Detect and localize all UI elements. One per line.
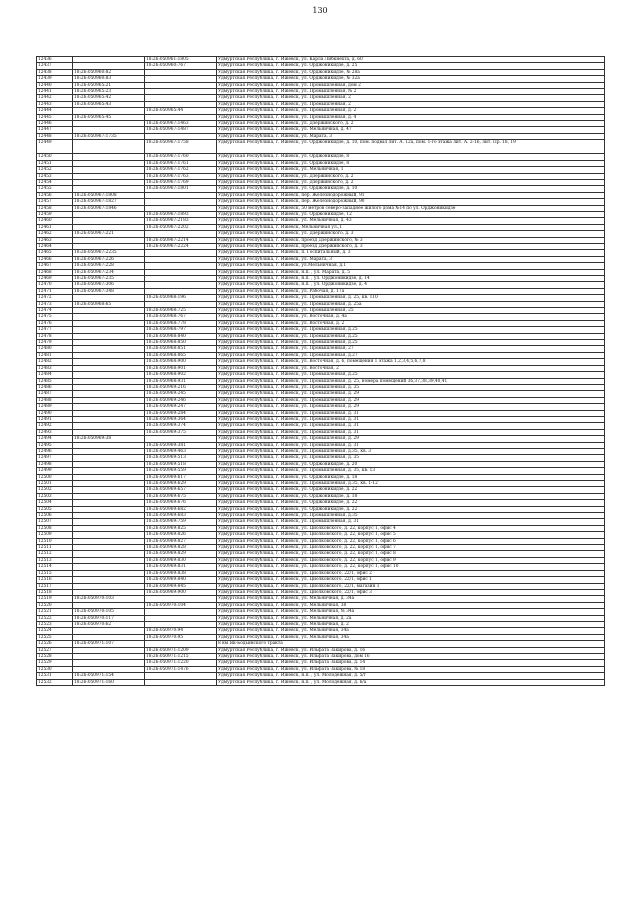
- cadastral-number-cell: 18:26:050970:95: [145, 634, 217, 640]
- address-cell: Удмуртская Республика, г. Ижевск, ул. Промышленная, д. 25, кв. 110: [217, 295, 605, 301]
- address-cell: Удмуртская Республика, г. Ижевск, ул. Промышленная, д. 4: [217, 114, 605, 120]
- table-row: [37, 679, 605, 685]
- row-number-cell: 12514: [37, 564, 73, 570]
- cadastral-number-cell: 18:26:050965:42: [73, 95, 145, 101]
- address-cell: Удмуртская Республика, г. Ижевск, ул. Промышленная, д. 29: [217, 391, 605, 397]
- row-number-cell: 12513: [37, 557, 73, 563]
- row-number-cell: 12498: [37, 461, 73, 467]
- address-cell: Удмуртская Республика, г. Ижевск, ул. Орджоникидзе, д. 22: [217, 500, 605, 506]
- address-cell: Удмуртская Республика, г. Ижевск, ул. Мельничная, д. 2а: [217, 615, 605, 621]
- cadastral-number-cell: 18:26:050968:797: [145, 327, 217, 333]
- cadastral-number-cell: 18:26:050969:518: [145, 461, 217, 467]
- address-cell: Удмуртская Республика, г. Ижевск, ул. Промышленная, д. 29: [217, 436, 605, 442]
- address-cell: Удмуртская Республика, г. Ижевск, ул. Промышленная, д. 31: [217, 429, 605, 435]
- cadastral-number-cell: 18:26:050970:105: [73, 609, 145, 615]
- cadastral-number-cell: 18:26:050969:831: [145, 564, 217, 570]
- address-cell: Удмуртская Республика, г. Ижевск, ул. Ильфата Закирова, д. 16: [217, 647, 605, 653]
- cadastral-number-cell: 18:26:050970:62: [73, 621, 145, 627]
- cadastral-number-cell: 18:26:050968:901: [145, 365, 217, 371]
- address-cell: Удмуртская Республика, г. Ижевск, п. Госпитальный, д. 3: [217, 250, 605, 256]
- cadastral-number-cell: 18:26:050968:725: [145, 308, 217, 314]
- cadastral-number-cell: 18:26:050968:902: [145, 372, 217, 378]
- address-cell: Удмуртская Республика, г. Ижевск, ул. Ильфата Закирова, № 18: [217, 666, 605, 672]
- row-number-cell: 12521: [37, 609, 73, 615]
- address-cell: Удмуртская Республика, г. Ижевск, 50 метров северо-западнее жилого дома №14 по ул. Орджоникидзе: [217, 205, 605, 211]
- address-cell: Удмуртская Республика, г. Ижевск, ул. Дзержинского, д. 3: [217, 231, 605, 237]
- address-cell: Удмуртская Республика, г. Ижевск, ул. Дзержинского, д. 2: [217, 121, 605, 127]
- address-cell: Удмуртская Республика, г. Ижевск, ул. Марата, 3: [217, 133, 605, 139]
- row-number-cell: 12530: [37, 666, 73, 672]
- address-cell: Удмуртская Республика, г. Ижевск, ул. Мельничная, д. 34а: [217, 596, 605, 602]
- cadastral-number-cell: 18:26:050965:45: [73, 114, 145, 120]
- registry-table: [36, 56, 605, 686]
- address-cell: Удмуртская Республика, г. Ижевск, ул. Мельничная, д. 2: [217, 621, 605, 627]
- address-cell: Удмуртская Республика, г. Ижевск, ул. Орджоникидзе, д. 25: [217, 63, 605, 69]
- cadastral-number-cell: 18:26:050967:1769: [145, 179, 217, 185]
- address-cell: Удмуртская Республика, г. Ижевск, ул. Дзержинского, д. 2: [217, 173, 605, 179]
- row-number-cell: 12446: [37, 121, 73, 127]
- cadastral-number-cell: 18:26:050965:44: [145, 108, 217, 114]
- cadastral-number-cell: 18:26:050967:2202: [145, 224, 217, 230]
- address-cell: Удмуртская Республика, г. Ижевск, ул. Промышленная, 25: [217, 308, 605, 314]
- row-number-cell: 12485: [37, 378, 73, 384]
- cadastral-number-cell: 18:26:050969:216: [145, 384, 217, 390]
- row-number-cell: 12479: [37, 340, 73, 346]
- address-cell: Удмуртская Республика, г. Ижевск, ул. Мельничная, 1: [217, 167, 605, 173]
- cadastral-number-cell: 18:26:050967:1762: [145, 167, 217, 173]
- address-cell: Удмуртская Республика, г. Ижевск, ул. Промышленная, д.35: [217, 513, 605, 519]
- cadastral-number-cell: 18:26:050969:828: [145, 545, 217, 551]
- row-number-cell: 12497: [37, 455, 73, 461]
- address-cell: Удмуртская Республика, г. Ижевск, ул. Орджоникидзе, 8: [217, 160, 605, 166]
- cadastral-number-cell: 18:26:050969:675: [145, 493, 217, 499]
- cadastral-number-cell: 18:26:050969:364: [145, 416, 217, 422]
- address-cell: Удмуртская Республика, г. Ижевск, ул. Циолковского, 22/1, офис 1: [217, 577, 605, 583]
- row-number-cell: 12442: [37, 95, 73, 101]
- row-number-cell: 12457: [37, 199, 73, 205]
- cadastral-number-cell: 18:26:050967:348: [73, 288, 145, 294]
- cadastral-number-cell: 18:26:050967:234: [73, 269, 145, 275]
- cadastral-number-cell: 18:26:050971:107: [73, 641, 145, 647]
- address-cell: Удмуртская Республика, г. Ижевск, ул. Промышленная, д. 35: [217, 384, 605, 390]
- row-number-cell: 12495: [37, 442, 73, 448]
- address-cell: Удмуртская Республика, г. Ижевск, ул. Марата, 3: [217, 256, 605, 262]
- row-number-cell: 12519: [37, 596, 73, 602]
- address-cell: Удмуртская Республика, г. Ижевск, ул. Промышленная, д. 31: [217, 416, 605, 422]
- row-number-cell: 12458: [37, 205, 73, 211]
- row-number-cell: 12470: [37, 282, 73, 288]
- row-number-cell: 12502: [37, 487, 73, 493]
- row-number-cell: 12463: [37, 237, 73, 243]
- row-number-cell: 12466: [37, 256, 73, 262]
- cadastral-number-cell: 18:26:050969:629: [145, 481, 217, 487]
- row-number-cell: 12455: [37, 186, 73, 192]
- address-cell: Удмуртская Республика, г. Ижевск, проезд Дзержинского, № 3: [217, 237, 605, 243]
- cadastral-number-cell: 18:26:050967:1760: [145, 154, 217, 160]
- address-cell: Удмуртская Республика, г. Ижевск, ул. Мельничная, 38: [217, 602, 605, 608]
- address-cell: Удмуртская Республика, г. Ижевск, н.п. , ул. Молодежная, д. 6/а: [217, 679, 605, 685]
- row-number-cell: 12528: [37, 653, 73, 659]
- address-cell: Удмуртская Республика, г. Ижевск, ул. Промышленная, д. 31: [217, 519, 605, 525]
- cadastral-number-cell: 18:26:050969:617: [145, 474, 217, 480]
- address-cell: Удмуртская Республика, г. Ижевск, ул. Восточная, 2: [217, 365, 605, 371]
- row-number-cell: 12438: [37, 69, 73, 75]
- cadastral-number-cell: 18:26:050969:829: [145, 551, 217, 557]
- cadastral-number-cell: 18:26:050969:826: [145, 532, 217, 538]
- row-number-cell: 12516: [37, 577, 73, 583]
- address-cell: Удмуртская Республика, г. Ижевск, ул. Промышленная, д. 2: [217, 108, 605, 114]
- row-number-cell: 12522: [37, 615, 73, 621]
- row-number-cell: 12447: [37, 127, 73, 133]
- address-cell: Удмуртская Республика, г. Ижевск, ул. Циолковского, д. 22, корпус 1, офис 8: [217, 551, 605, 557]
- address-cell: Удмуртская Республика, г. Ижевск, ул. Промышленная, д. 29: [217, 397, 605, 403]
- row-number-cell: 12477: [37, 327, 73, 333]
- cadastral-number-cell: 18:26:050969:683: [145, 513, 217, 519]
- cadastral-number-cell: 18:26:050969:838: [145, 570, 217, 576]
- cadastral-number-cell: 18:26:050968:65: [73, 301, 145, 307]
- row-number-cell: 12456: [37, 192, 73, 198]
- cadastral-number-cell: 18:26:050967:1808: [73, 192, 145, 198]
- row-number-cell: 12492: [37, 423, 73, 429]
- cadastral-number-cell: 18:26:050969:247: [145, 404, 217, 410]
- address-cell: Удмуртская Республика, г. Ижевск, ул. Мельничная, 34а: [217, 628, 605, 634]
- row-number-cell: 12503: [37, 493, 73, 499]
- cadastral-number-cell: 18:26:050969:682: [145, 506, 217, 512]
- cadastral-number-cell: 18:26:050967:1827: [73, 199, 145, 205]
- cadastral-number-cell: 18:26:050969:759: [145, 519, 217, 525]
- cadastral-number-cell: 18:26:050968:767: [145, 314, 217, 320]
- row-number-cell: 12483: [37, 365, 73, 371]
- address-cell: Удмуртская Республика, г. Ижевск, ул. Промышленная, д.25: [217, 340, 605, 346]
- address-cell: Удмуртская Республика, г. Ижевск, ул. Промышленная, д. 31: [217, 423, 605, 429]
- row-number-cell: 12531: [37, 673, 73, 679]
- row-number-cell: 12474: [37, 308, 73, 314]
- row-number-cell: 12482: [37, 359, 73, 365]
- address-cell: Удмуртская Республика, г. Ижевск, ул. Орджоникидзе, д. 22: [217, 506, 605, 512]
- cadastral-number-cell: 18:26:050967:1763: [145, 173, 217, 179]
- cadastral-number-cell: 18:26:050968:900: [145, 359, 217, 365]
- address-cell: Удмуртская Республика, г. Ижевск, ул. Промышленная, д. 35, кв. 13: [217, 468, 605, 474]
- address-cell: Удмуртская Республика, г. Ижевск, ул. Мельничная, д. 47: [217, 127, 605, 133]
- cadastral-number-cell: 18:26:050967:1893: [145, 211, 217, 217]
- row-number-cell: 12445: [37, 114, 73, 120]
- cadastral-number-cell: 18:26:050967:226: [73, 256, 145, 262]
- cadastral-number-cell: 18:26:050967:1801: [145, 186, 217, 192]
- row-number-cell: 12506: [37, 513, 73, 519]
- address-cell: Удмуртская Республика, г. Ижевск, ул. Промышленная, дом 2: [217, 82, 605, 88]
- row-number-cell: 12449: [37, 140, 73, 154]
- cadastral-number-cell: 18:26:050969:38: [73, 436, 145, 442]
- registry-body: [37, 57, 605, 686]
- row-number-cell: 12511: [37, 545, 73, 551]
- address-cell: Удмуртская Республика, г. Ижевск, ул. Промышленная, д. 35: [217, 455, 605, 461]
- row-number-cell: 12517: [37, 583, 73, 589]
- address-cell: Удмуртская Республика, г. Ижевск, ул. Циолковского, 22/1, офис 3: [217, 589, 605, 595]
- row-number-cell: 12505: [37, 506, 73, 512]
- cadastral-number-cell: 18:26:050967:1487: [145, 127, 217, 133]
- row-number-cell: 12518: [37, 589, 73, 595]
- page-number: 130: [312, 6, 328, 15]
- row-number-cell: 12532: [37, 679, 73, 685]
- row-number-cell: 12472: [37, 295, 73, 301]
- row-number-cell: 12486: [37, 384, 73, 390]
- address-cell: Удмуртская Республика, г. Ижевск, ул. Орджоникидзе, д. 20: [217, 461, 605, 467]
- address-cell: Удмуртская Республика, г. Ижевск, ул. Циолковского, д. 22, корпус 1, офис 7: [217, 545, 605, 551]
- cadastral-number-cell: 18:26:050967:1758: [145, 140, 217, 154]
- row-number-cell: 12524: [37, 628, 73, 634]
- row-number-cell: 12523: [37, 621, 73, 627]
- cadastral-number-cell: [73, 140, 145, 154]
- address-cell: Удмуртская Республика, г. Ижевск, ул. Промышленная, д.27: [217, 352, 605, 358]
- cadastral-number-cell: 18:26:050967:2214: [145, 237, 217, 243]
- row-number-cell: 12496: [37, 448, 73, 454]
- row-number-cell: 12525: [37, 634, 73, 640]
- cadastral-number-cell: 18:26:050967:1463: [145, 121, 217, 127]
- cadastral-number-cell: 18:26:050969:827: [145, 538, 217, 544]
- cadastral-number-cell: 18:26:050967:1761: [145, 160, 217, 166]
- row-number-cell: 12476: [37, 320, 73, 326]
- address-cell: Удмуртская Республика, г. Ижевск, ул. Циолковского, д. 22, корпус 1, офис 4: [217, 525, 605, 531]
- table-row: [37, 140, 605, 154]
- row-number-cell: 12448: [37, 133, 73, 139]
- row-number-cell: 12443: [37, 101, 73, 107]
- cadastral-number-cell: 18:26:050969:284: [145, 410, 217, 416]
- address-cell: Удмуртская Республика, г. Ижевск, ул. Циолковского, д. 22, корпус 1, офис 5: [217, 532, 605, 538]
- row-number-cell: 12489: [37, 404, 73, 410]
- row-number-cell: 12491: [37, 416, 73, 422]
- cadastral-number-cell: 18:26:050969:825: [145, 525, 217, 531]
- address-cell: Удмуртская Республика, г. Ижевск, ул. Мельничная, № 34а: [217, 609, 605, 615]
- cadastral-number-cell: 18:26:050969:463: [145, 448, 217, 454]
- row-number-cell: 12487: [37, 391, 73, 397]
- row-number-cell: 12480: [37, 346, 73, 352]
- row-number-cell: 12499: [37, 468, 73, 474]
- address-cell: Удмуртская Республика, г. Ижевск, ул. Ильфата Закирова, д. 14: [217, 660, 605, 666]
- address-cell: Удмуртская Республика, г. Ижевск, ул. Промышленная, д.35, кв. 1-12: [217, 481, 605, 487]
- row-number-cell: 12464: [37, 243, 73, 249]
- address-cell: Удмуртская Республика, г. Ижевск, ул. Промышленная, 2: [217, 95, 605, 101]
- address-cell: Удмуртская Республика, г. Ижевск, Мельничная ул.,1: [217, 224, 605, 230]
- address-cell: Удмуртская Республика, г. Ижевск, ул. Восточная, д. 4а: [217, 314, 605, 320]
- cadastral-number-cell: 18:26:050967:306: [73, 282, 145, 288]
- row-number-cell: 12475: [37, 314, 73, 320]
- row-number-cell: 12465: [37, 250, 73, 256]
- cadastral-number-cell: 18:26:050969:513: [145, 455, 217, 461]
- address-cell: Удмуртская Республика, г. Ижевск, ул. Ильфата Закирова, дом 16: [217, 653, 605, 659]
- cadastral-number-cell: 18:26:050971:154: [73, 673, 145, 679]
- row-number-cell: 12453: [37, 173, 73, 179]
- cadastral-number-cell: 18:26:050967:1735: [73, 133, 145, 139]
- cadastral-number-cell: 18:26:050969:845: [145, 583, 217, 589]
- address-cell: Удмуртская Республика, г. Ижевск, ул.Мельничная, д.1: [217, 263, 605, 269]
- cadastral-number-cell: 18:26:050968:840: [145, 333, 217, 339]
- address-cell: Удмуртская Республика, г. Ижевск, ул. Дзержинского, д. 2: [217, 179, 605, 185]
- address-cell: Удмуртская Республика, г. Ижевск, ул. Промышленная, д.35, кв. 3: [217, 448, 605, 454]
- row-number-cell: 12529: [37, 660, 73, 666]
- cadastral-number-cell: 18:26:050968:778: [145, 320, 217, 326]
- row-number-cell: 12437: [37, 63, 73, 69]
- row-number-cell: 12441: [37, 89, 73, 95]
- cadastral-number-cell: 18:26:050971:1209: [145, 647, 217, 653]
- cadastral-number-cell: 18:26:050967:221: [73, 231, 145, 237]
- address-cell: Удмуртская Республика, г. Ижевск, ул. Орджоникидзе, д. 18: [217, 474, 605, 480]
- address-cell: Удмуртская Республика, г. Ижевск, проезд Дзержинского, д. 3: [217, 243, 605, 249]
- row-number-cell: 12471: [37, 288, 73, 294]
- row-number-cell: 12488: [37, 397, 73, 403]
- cadastral-number-cell: 18:26:050969:840: [145, 577, 217, 583]
- cadastral-number-cell: 18:26:050971:160: [73, 679, 145, 685]
- address-cell: Удмуртская Республика, г. Ижевск, ул. Циолковского, 22/1, магазин 1: [217, 583, 605, 589]
- address-cell: Удмуртская Республика, г. Ижевск, н.п. , ул. Орджоникидзе, д. 4: [217, 282, 605, 288]
- row-number-cell: 12526: [37, 641, 73, 647]
- address-cell: Удмуртская Республика, г. Ижевск, ул. Промышленная, д. 25а: [217, 301, 605, 307]
- row-number-cell: 12460: [37, 218, 73, 224]
- row-number-cell: 12473: [37, 301, 73, 307]
- address-cell: Удмуртская Республика, г. Ижевск, ул. Орджоникидзе, 8: [217, 154, 605, 160]
- cadastral-number-cell: 18:26:050968:196: [145, 295, 217, 301]
- row-number-cell: 12451: [37, 160, 73, 166]
- cadastral-number-cell: 18:26:050970:103: [73, 596, 145, 602]
- cadastral-number-cell: 18:26:050969:381: [145, 442, 217, 448]
- row-number-cell: 12467: [37, 263, 73, 269]
- row-number-cell: 12504: [37, 500, 73, 506]
- cadastral-number-cell: 18:26:050970:104: [145, 602, 217, 608]
- row-number-cell: 12459: [37, 211, 73, 217]
- cadastral-number-cell: 18:26:050970:94: [145, 628, 217, 634]
- row-number-cell: 12527: [37, 647, 73, 653]
- cadastral-number-cell: 18:26:050967:2235: [73, 250, 145, 256]
- row-number-cell: 12494: [37, 436, 73, 442]
- address-cell: Удмуртская Республика, г. Ижевск, ул. Циолковского, д. 22, корпус 1, офис 9: [217, 557, 605, 563]
- address-cell: Удмуртская Республика, г. Ижевск, н.п. , ул. Орджоникидзе, д. 14: [217, 276, 605, 282]
- address-cell: Удмуртская Республика, г. Ижевск, н.п. , ул. Марата, д. 5: [217, 269, 605, 275]
- row-number-cell: 12515: [37, 570, 73, 576]
- cadastral-number-cell: 18:26:050965:43: [73, 101, 145, 107]
- cadastral-number-cell: 18:26:050960:82: [73, 69, 145, 75]
- cadastral-number-cell: 18:26:050967:235: [73, 276, 145, 282]
- row-number-cell: 12439: [37, 76, 73, 82]
- address-cell: Удмуртская Республика, г. Ижевск, пер. Железнодорожный, 90: [217, 199, 605, 205]
- cadastral-number-cell: 18:26:050965:21: [73, 82, 145, 88]
- cadastral-number-cell: 18:26:050969:375: [145, 429, 217, 435]
- cadastral-number-cell: 18:26:050967:2183: [145, 218, 217, 224]
- row-number-cell: 12501: [37, 481, 73, 487]
- cadastral-number-cell: 18:26:050969:246: [145, 397, 217, 403]
- address-cell: Удмуртская Республика, г. Ижевск, ул. Промышленная, д. 31: [217, 442, 605, 448]
- address-cell: Удмуртская Республика, г. Ижевск, ул. Орджоникидзе, д. 10, пом. подвал лит. А. 12а, пом. 1-го этажа лит. А. 2-16, лит. Пр. 18, 19: [217, 140, 605, 154]
- row-number-cell: 12462: [37, 231, 73, 237]
- address-cell: Удмуртская Республика, г. Ижевск, пер. Железнодорожный, 91: [217, 192, 605, 198]
- row-number-cell: 12444: [37, 108, 73, 114]
- address-cell: Удмуртская Республика, г. Ижевск, ул. Промышленная, д. 25, номера помещений 36,37,38,39,40,41: [217, 378, 605, 384]
- row-number-cell: 12468: [37, 269, 73, 275]
- address-cell: Удмуртская Республика, г. Ижевск, ул. Циолковского, д. 22, корпус 1, офис 10: [217, 564, 605, 570]
- row-number-cell: 12484: [37, 372, 73, 378]
- cadastral-number-cell: 18:26:050969:676: [145, 500, 217, 506]
- row-number-cell: 12461: [37, 224, 73, 230]
- address-cell: Удмуртская Республика, г. Ижевск, ул. Орджоникидзе, № 28а: [217, 69, 605, 75]
- row-number-cell: 12493: [37, 429, 73, 435]
- row-number-cell: 12450: [37, 154, 73, 160]
- address-cell: Удмуртская Республика, г. Ижевск, ул. Циолковского, 22/1, офис 2: [217, 570, 605, 576]
- address-cell: Удмуртская Республика, г. Ижевск, ул. Орджоникидзе, д. 22: [217, 487, 605, 493]
- cadastral-number-cell: 18:26:050969:830: [145, 557, 217, 563]
- cadastral-number-cell: 18:26:050968:850: [145, 340, 217, 346]
- address-cell: Удмуртская Республика, г. Ижевск, ул. Промышленная, 27: [217, 346, 605, 352]
- row-number-cell: 12500: [37, 474, 73, 480]
- cadastral-number-cell: 18:26:050965:23: [73, 89, 145, 95]
- address-cell: Удмуртская Республика, г. Ижевск, ул. Промышленная, д. 29: [217, 404, 605, 410]
- cadastral-number-cell: 18:26:050967:2224: [145, 243, 217, 249]
- address-cell: Удмуртская Республика, г. Ижевск, ул. Промышленная, 2: [217, 101, 605, 107]
- cadastral-number-cell: 18:26:050969:374: [145, 423, 217, 429]
- row-number-cell: 12510: [37, 538, 73, 544]
- address-cell: Удмуртская Республика, г. Ижевск, ул. Рабочая, д. 17а: [217, 288, 605, 294]
- cadastral-number-cell: 18:26:050967:1846: [73, 205, 145, 211]
- cadastral-number-cell: 18:26:050968:931: [145, 378, 217, 384]
- cadastral-number-cell: 18:26:050960:83: [73, 76, 145, 82]
- row-number-cell: 12507: [37, 519, 73, 525]
- row-number-cell: 12481: [37, 352, 73, 358]
- address-cell: Удмуртская Республика, г. Ижевск, ул. Орджоникидзе, № 32а: [217, 76, 605, 82]
- address-cell: Удмуртская Республика, г. Ижевск, ул. Орджоникидзе, д. 18: [217, 493, 605, 499]
- cadastral-number-cell: 18:26:050968:851: [145, 346, 217, 352]
- row-number-cell: 12440: [37, 82, 73, 88]
- row-number-cell: 12509: [37, 532, 73, 538]
- row-number-cell: 12469: [37, 276, 73, 282]
- address-cell: Удмуртская Республика, г. Ижевск, ул. Мельничная, 34а: [217, 634, 605, 640]
- row-number-cell: 12490: [37, 410, 73, 416]
- cadastral-number-cell: 18:26:050967:228: [73, 263, 145, 269]
- cadastral-number-cell: 18:26:050970:117: [73, 615, 145, 621]
- address-cell: Удмуртская Республика, г. Ижевск, ул. Промышленная, д.25: [217, 372, 605, 378]
- cadastral-number-cell: 18:26:050969:657: [145, 487, 217, 493]
- address-cell: Удмуртская Республика, г. Ижевск, ул. Карла Либкнехта, д. 60: [217, 57, 605, 63]
- cadastral-number-cell: 18:26:050971:1476: [145, 666, 217, 672]
- address-cell: Удмуртская Республика, г. Ижевск, ул. Восточная, д. 2: [217, 320, 605, 326]
- address-cell: Удмуртская Республика, г. Ижевск, н.п. , ул. Молодежная, д. 5/г: [217, 673, 605, 679]
- row-number-cell: 12512: [37, 551, 73, 557]
- cadastral-number-cell: 18:26:050969:900: [145, 589, 217, 595]
- address-cell: Удмуртская Республика, г. Ижевск, ул. Промышленная, д.25: [217, 333, 605, 339]
- row-number-cell: 12508: [37, 525, 73, 531]
- address-cell: Удмуртская Республика, г. Ижевск, ул. Промышленная, № 2: [217, 89, 605, 95]
- cadastral-number-cell: 18:26:050971:1220: [145, 660, 217, 666]
- row-number-cell: 12520: [37, 602, 73, 608]
- row-number-cell: 12478: [37, 333, 73, 339]
- row-number-cell: 12436: [37, 57, 73, 63]
- cadastral-number-cell: 18:26:050969:559: [145, 468, 217, 474]
- address-cell: Удмуртская Республика, г. Ижевск, ул. Орджоникидзе, д. 10: [217, 186, 605, 192]
- address-cell: Удмуртская Республика, г. Ижевск, ул. Восточная, д. 6, помещения 1 этажа 1,2,3,4,5,6,7,8: [217, 359, 605, 365]
- cadastral-number-cell: 18:26:050961:1805: [145, 57, 217, 63]
- row-number-cell: 12454: [37, 179, 73, 185]
- row-number-cell: 12452: [37, 167, 73, 173]
- cadastral-number-cell: 18:26:050969:245: [145, 391, 217, 397]
- address-cell: Удмуртская Республика, г. Ижевск, ул. Мельничная, д. 43: [217, 218, 605, 224]
- cadastral-number-cell: [145, 679, 217, 685]
- address-cell: Удмуртская Республика, г. Ижевск, ул. Орджоникидзе, 12: [217, 211, 605, 217]
- cadastral-number-cell: 18:26:050971:1215: [145, 653, 217, 659]
- cadastral-number-cell: 18:26:050968:865: [145, 352, 217, 358]
- cadastral-number-cell: 18:26:050960:767: [145, 63, 217, 69]
- address-cell: Удмуртская Республика, г. Ижевск, ул. Промышленная, д.25: [217, 327, 605, 333]
- address-cell: Удмуртская Республика, г. Ижевск, ул. Циолковского, д. 22, корпус 1, офис 6: [217, 538, 605, 544]
- address-cell: 8 км Як-Бодьинского тракта: [217, 641, 605, 647]
- address-cell: Удмуртская Республика, г. Ижевск, ул. Промышленная, д. 31: [217, 410, 605, 416]
